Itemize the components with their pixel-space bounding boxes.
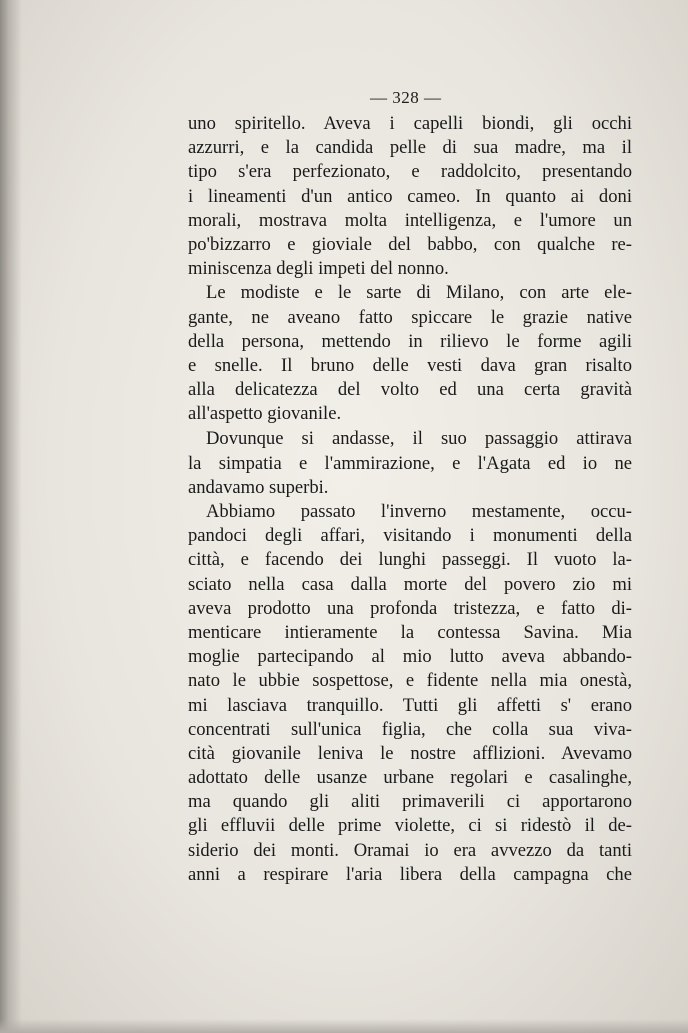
text-line: cità giovanile leniva le nostre afflizioni. Avevamo [188, 742, 632, 764]
text-line: anni a respirare l'aria libera della campagna che [188, 863, 632, 885]
text-line: città, e facendo dei lunghi passeggi. Il vuoto la- [188, 549, 632, 571]
text-line: gante, ne aveano fatto spiccare le grazie native [188, 306, 632, 328]
page-bottom-edge [0, 1019, 688, 1033]
paragraph [188, 427, 632, 500]
text-line: po'bizzarro e gioviale del babbo, con qualche re- [188, 233, 632, 255]
page-number: — 328 — [370, 88, 442, 107]
text-line: moglie partecipando al mio lutto aveva abbando- [188, 646, 632, 668]
text-line: sciato nella casa dalla morte del povero zio mi [188, 573, 632, 595]
text-line: Le modiste e le sarte di Milano, con arte ele- [206, 282, 632, 304]
text-line: all'aspetto giovanile. [188, 403, 342, 425]
paragraph [188, 112, 632, 281]
text-line: uno spiritello. Aveva i capelli biondi, gli occhi [188, 113, 632, 134]
text-line: azzurri, e la candida pelle di sua madre, ma il [188, 137, 632, 159]
text-line: concentrati sull'unica figlia, che colla sua viva- [188, 718, 632, 740]
text-line: della persona, mettendo in rilievo le forme agili [188, 330, 632, 352]
body-text [188, 112, 632, 887]
text-line: miniscenza degli impeti del nonno. [188, 258, 449, 280]
text-line: e snelle. Il bruno delle vesti dava gran risalto [188, 354, 632, 376]
text-line: i lineamenti d'un antico cameo. In quanto ai doni [188, 185, 632, 207]
text-line: ma quando gli aliti primaverili ci apportarono [188, 791, 632, 813]
text-line: morali, mostrava molta intelligenza, e l'umore un [188, 209, 632, 231]
text-line: adottato delle usanze urbane regolari e casalinghe, [188, 767, 632, 789]
text-line: Abbiamo passato l'inverno mestamente, occu- [206, 501, 632, 522]
paragraph [188, 500, 632, 887]
text-line: pandoci degli affari, visitando i monumenti della [188, 525, 632, 547]
text-line: tipo s'era perfezionato, e raddolcito, presentando [188, 161, 632, 183]
page-spine-shadow [0, 0, 22, 1033]
text-line: alla delicatezza del volto ed una certa gravità [188, 379, 632, 401]
text-line: mi lasciava tranquillo. Tutti gli affetti s' erano [188, 694, 632, 716]
text-line: nato le ubbie sospettose, e fidente nella mia onestà, [188, 670, 632, 692]
text-line: la simpatia e l'ammirazione, e l'Agata ed io ne [188, 452, 632, 474]
text-line: gli effluvii delle prime violette, ci si ridestò il de- [188, 815, 632, 837]
text-line: aveva prodotto una profonda tristezza, e fatto di- [188, 597, 632, 619]
text-line: Dovunque si andasse, il suo passaggio attirava [206, 428, 632, 450]
text-line: andavamo superbi. [188, 476, 329, 498]
text-line: siderio dei monti. Oramai io era avvezzo da tanti [188, 839, 632, 861]
text-line: menticare intieramente la contessa Savina. Mia [188, 621, 632, 643]
paragraph [188, 281, 632, 426]
